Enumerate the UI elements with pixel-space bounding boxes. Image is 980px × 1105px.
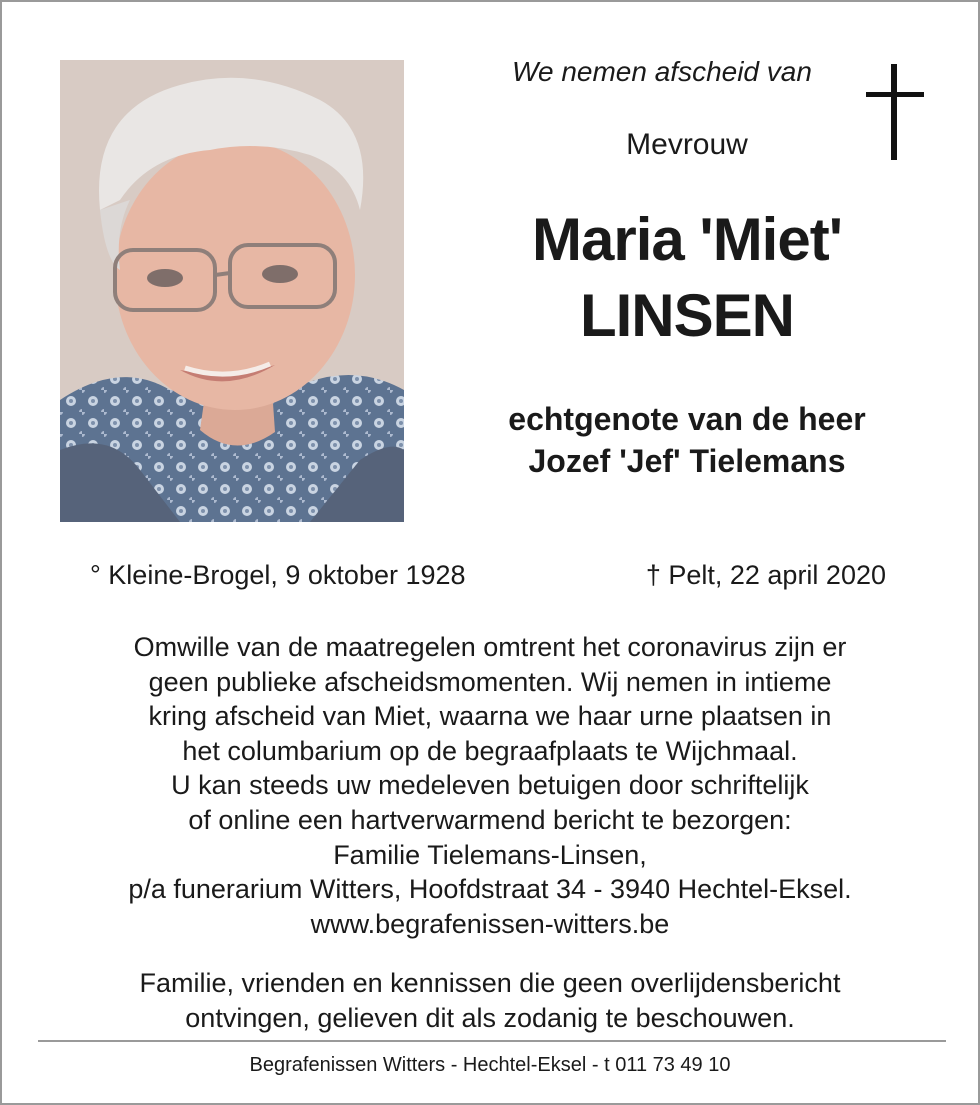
spouse-relation: echtgenote van de heer bbox=[508, 401, 866, 437]
birth-info: ° Kleine-Brogel, 9 oktober 1928 bbox=[90, 560, 466, 590]
intro-text: We nemen afscheid van bbox=[512, 56, 812, 87]
announcement-line: Omwille van de maatregelen omtrent het coronavirus zijn er bbox=[133, 632, 847, 662]
website-link[interactable]: www.begrafenissen-witters.be bbox=[310, 908, 670, 939]
closing-line: ontvingen, gelieven dit als zodanig te beschouwen. bbox=[185, 1002, 795, 1033]
portrait-illustration bbox=[60, 60, 404, 522]
announcement-line: of online een hartverwarmend bericht te bezorgen: bbox=[188, 804, 792, 835]
funeral-home-footer: Begrafenissen Witters - Hechtel-Eksel - t 011 73 49 10 bbox=[249, 1054, 731, 1076]
announcement-text bbox=[42, 630, 938, 941]
death-info: † Pelt, 22 april 2020 bbox=[645, 560, 886, 590]
closing-line: Familie, vrienden en kennissen die geen overlijdensbericht bbox=[139, 968, 841, 998]
spouse-info bbox=[442, 398, 932, 482]
family-name-line: Familie Tielemans-Linsen, bbox=[333, 839, 647, 870]
announcement-line: U kan steeds uw medeleven betuigen door schriftelijk bbox=[171, 770, 809, 801]
address-line: p/a funerarium Witters, Hoofdstraat 34 - 3940 Hechtel-Eksel. bbox=[128, 874, 852, 905]
announcement-line: geen publieke afscheidsmomenten. Wij nemen in intieme bbox=[148, 666, 832, 697]
portrait-photo bbox=[60, 60, 404, 522]
cross-horizontal-bar bbox=[866, 92, 924, 97]
deceased-name bbox=[442, 202, 932, 354]
announcement-line: kring afscheid van Miet, waarna we haar urne plaatsen in bbox=[148, 701, 832, 732]
name-last: LINSEN bbox=[579, 282, 795, 349]
name-first: Maria 'Miet' bbox=[532, 206, 842, 273]
salutation: Mevrouw bbox=[626, 128, 748, 161]
divider bbox=[38, 1040, 946, 1042]
announcement-line: het columbarium op de begraafplaats te Wijchmaal. bbox=[182, 735, 798, 766]
closing-text bbox=[42, 966, 938, 1035]
spouse-name: Jozef 'Jef' Tielemans bbox=[528, 443, 846, 479]
